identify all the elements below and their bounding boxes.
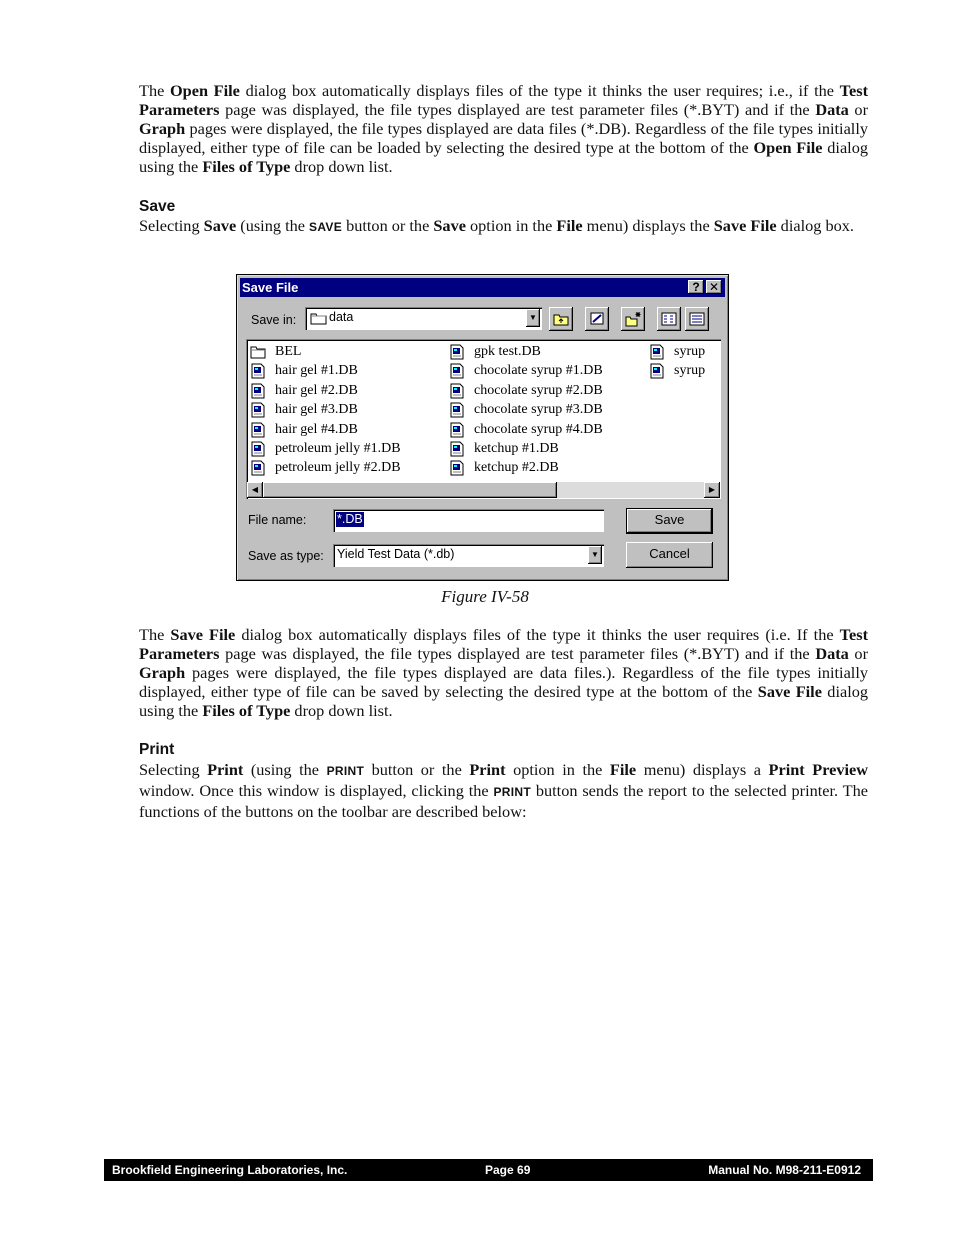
file-name-text: petroleum jelly #1.DB: [275, 441, 401, 456]
para3-run: or: [848, 644, 868, 664]
para2-run: button or the: [342, 216, 434, 235]
para3-run: dialog using the: [139, 682, 868, 721]
details-view-icon: [689, 311, 705, 327]
new-folder-button[interactable]: [621, 307, 645, 331]
file-name-text: chocolate syrup #2.DB: [474, 382, 603, 398]
para4-run: PRINT: [493, 785, 531, 800]
para1-run: dialog using the: [139, 138, 868, 177]
para2-run: Selecting: [139, 216, 204, 235]
data-file-icon: [449, 383, 465, 399]
para3-run: page was displayed, the file types displayed are test parameter files (*.BYT) and if the: [219, 644, 816, 664]
para1-run: page was displayed, the file types displayed are test parameter files (*.BYT) and if the: [219, 100, 816, 120]
file-name-text: ketchup #2.DB: [474, 460, 559, 476]
file-name-text: petroleum jelly #2.DB: [275, 460, 401, 476]
para4-run: File: [609, 760, 637, 779]
new-folder-icon: [625, 311, 641, 327]
folder-up-icon: [553, 311, 569, 327]
data-file-icon: [250, 460, 266, 476]
para4-run: option in the: [505, 760, 610, 779]
file-name-text: syrup: [674, 363, 706, 379]
para4-run: PRINT: [326, 764, 365, 778]
data-file-icon: [449, 441, 465, 457]
file-name-text: hair gel #4.DB: [275, 421, 358, 437]
para1-run: or: [848, 100, 868, 120]
data-file-icon: [250, 402, 266, 418]
print-paragraph: [139, 760, 868, 821]
save-in-value: data: [329, 310, 354, 324]
file-name-text: hair gel #2.DB: [275, 382, 358, 398]
save-in-label: Save in:: [251, 313, 297, 327]
para2-run: menu) displays the: [582, 216, 714, 235]
para1-run: Open File: [753, 138, 823, 158]
help-button[interactable]: ?: [688, 280, 704, 294]
para4-run: (using the: [243, 760, 327, 779]
folder-icon: [250, 344, 266, 360]
para1-run: Files of Type: [202, 157, 291, 177]
footer-page-number: Page 69: [485, 1163, 531, 1177]
save-as-type-value: Yield Test Data (*.db): [337, 547, 455, 561]
file-name-text: chocolate syrup #3.DB: [474, 402, 603, 418]
para3-run: Data: [815, 644, 849, 664]
save-as-type-dropdown[interactable]: [333, 544, 604, 567]
data-file-icon: [449, 402, 465, 418]
data-file-icon: [649, 344, 665, 360]
para1-run: Open File: [170, 81, 240, 100]
para2-run: option in the: [465, 216, 557, 235]
details-view-button[interactable]: [685, 307, 709, 331]
para4-run: menu) displays a: [636, 760, 769, 779]
footer-company: Brookfield Engineering Laboratories, Inc.: [112, 1163, 348, 1177]
para3-run: Graph: [139, 663, 186, 683]
up-one-level-button[interactable]: [549, 307, 573, 331]
scroll-right-icon[interactable]: ▶: [704, 482, 720, 498]
footer-manual-number: Manual No. M98-211-E0912: [708, 1163, 861, 1177]
file-name-value: *.DB: [337, 512, 363, 526]
para1-run: Graph: [139, 119, 186, 139]
para3-run: Save File: [757, 682, 822, 702]
print-heading: Print: [139, 741, 175, 758]
para1-run: dialog box automatically displays files of the type it thinks the user requires; i.e., if the: [239, 81, 840, 100]
para3-run: drop down list.: [290, 701, 393, 721]
data-file-icon: [250, 441, 266, 457]
save-paragraph: [139, 216, 868, 237]
para2-run: File: [556, 216, 583, 235]
para2-run: dialog box.: [776, 216, 854, 235]
file-name-text: gpk test.DB: [474, 344, 541, 359]
data-file-icon: [649, 363, 665, 379]
desktop-icon: [589, 311, 605, 327]
para1-run: Test Parameters: [139, 81, 868, 120]
dialog-title: Save File: [242, 280, 299, 295]
data-file-icon: [250, 383, 266, 399]
cancel-button[interactable]: Cancel: [626, 542, 713, 568]
file-name-input[interactable]: [333, 509, 604, 532]
chevron-down-icon[interactable]: ▼: [588, 546, 602, 564]
list-view-icon: [661, 311, 677, 327]
scroll-left-icon[interactable]: ◀: [247, 482, 263, 498]
file-name-text: chocolate syrup #4.DB: [474, 421, 603, 437]
para4-run: Print Preview: [768, 760, 869, 779]
para2-run: Save: [203, 216, 237, 235]
data-file-icon: [250, 363, 266, 379]
save-button[interactable]: Save: [626, 508, 713, 534]
para2-run: Save File: [713, 216, 777, 235]
list-view-button[interactable]: [657, 307, 681, 331]
save-as-type-label: Save as type:: [248, 549, 324, 563]
dialog-title-bar: [240, 278, 725, 297]
para4-run: window. Once this window is displayed, clicking the: [139, 781, 494, 801]
para3-run: Save File: [170, 625, 236, 644]
data-file-icon: [250, 422, 266, 438]
para3-run: Test Parameters: [139, 625, 869, 664]
para3-run: Files of Type: [202, 701, 291, 721]
save-in-dropdown[interactable]: [305, 307, 542, 330]
desktop-button[interactable]: [585, 307, 609, 331]
file-list[interactable]: [246, 339, 721, 499]
para1-run: Data: [815, 100, 849, 120]
file-name-text: syrup: [674, 344, 706, 359]
intro-paragraph: [139, 81, 868, 176]
file-name-text: ketchup #1.DB: [474, 441, 559, 456]
para1-run: pages were displayed, the file types displayed are data files (*.DB). Regardless of the file types initially displayed, either type of file can be loaded by selecting the desired type at the bottom of the: [139, 119, 868, 158]
folder-icon: [310, 311, 327, 325]
file-name-text: hair gel #3.DB: [275, 402, 358, 418]
para3-run: The: [139, 625, 171, 644]
page-footer: [104, 1159, 873, 1181]
para4-run: Selecting: [139, 760, 208, 779]
close-icon[interactable]: ✕: [706, 280, 722, 294]
para4-run: button sends the report to the selected printer. The functions of the buttons on the toolbar are described below:: [139, 781, 868, 822]
data-file-icon: [449, 344, 465, 360]
data-file-icon: [449, 460, 465, 476]
para1-run: The: [139, 81, 170, 100]
save-file-dialog: [236, 274, 729, 581]
para2-run: SAVE: [309, 220, 343, 234]
file-name-text: BEL: [275, 344, 302, 359]
save-heading: Save: [139, 198, 176, 215]
file-name-text: chocolate syrup #1.DB: [474, 363, 603, 379]
chevron-down-icon[interactable]: ▼: [526, 309, 540, 327]
para4-run: button or the: [364, 760, 470, 779]
data-file-icon: [449, 363, 465, 379]
file-name-text: hair gel #1.DB: [275, 363, 358, 379]
para4-run: Print: [207, 760, 244, 779]
para3-run: pages were displayed, the file types displayed are data files.). Regardless of the file types initially displayed, either type of file can be saved by selecting the desired type at the bottom of the: [139, 663, 868, 702]
horizontal-scrollbar[interactable]: [247, 482, 720, 498]
para4-run: Print: [469, 760, 506, 779]
data-file-icon: [449, 422, 465, 438]
save-file-paragraph: [139, 625, 868, 720]
para2-run: Save: [433, 216, 466, 235]
para1-run: drop down list.: [290, 157, 393, 177]
para2-run: (using the: [236, 216, 310, 235]
figure-caption: Figure IV-58: [441, 587, 529, 606]
file-name-label: File name:: [248, 513, 307, 527]
para3-run: dialog box automatically displays files of the type it thinks the user requires (i.e. If the: [235, 625, 840, 644]
scroll-thumb[interactable]: [263, 482, 557, 498]
